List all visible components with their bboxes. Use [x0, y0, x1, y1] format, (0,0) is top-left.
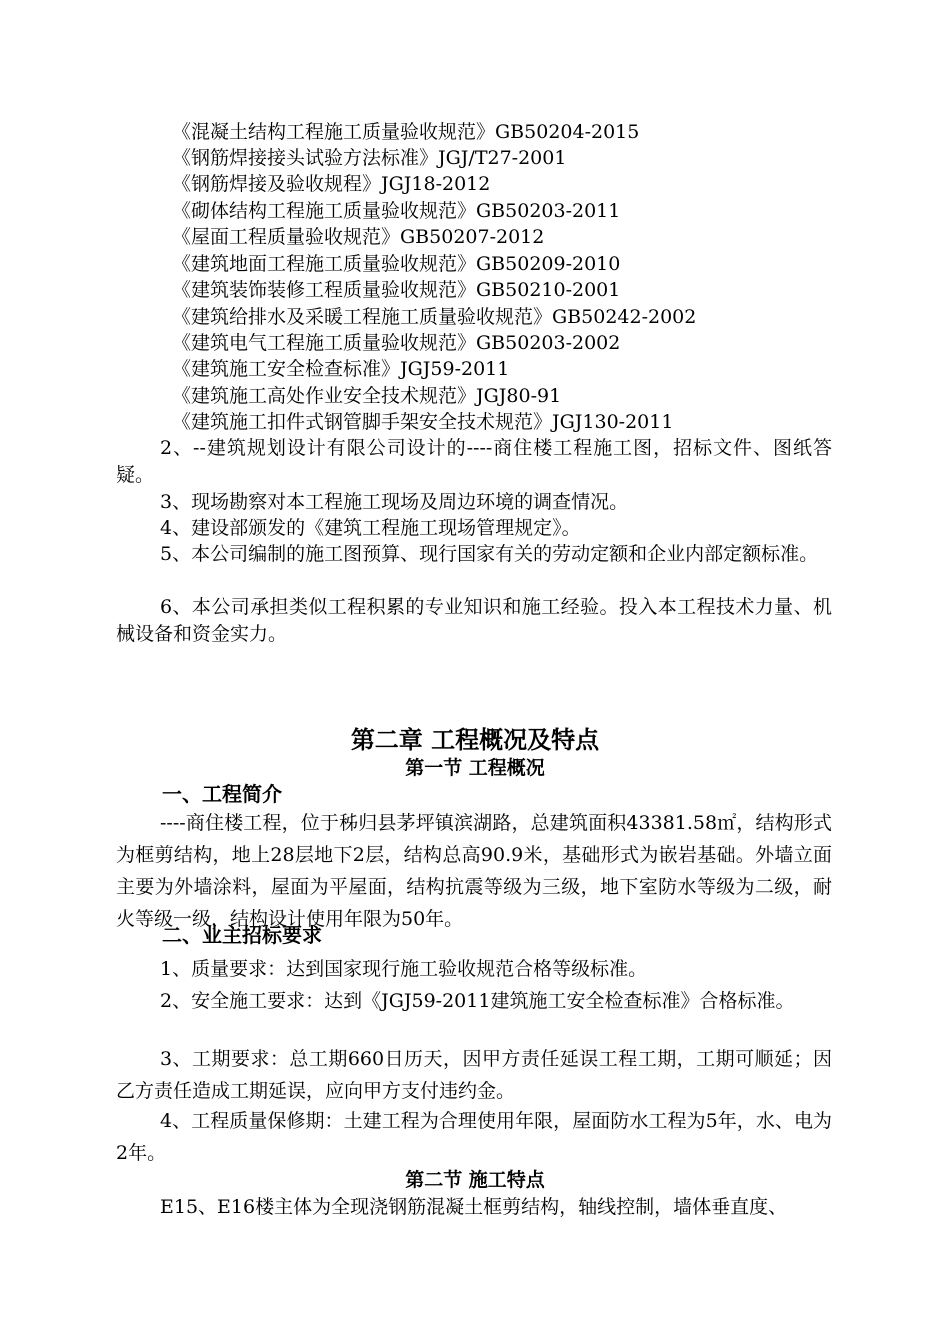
- standard-item: 《建筑电气工程施工质量验收规范》GB50203-2002: [172, 332, 621, 354]
- requirement-item: 1、质量要求：达到国家现行施工验收规范合格等级标准。: [160, 958, 648, 980]
- standard-item: 《建筑地面工程施工质量验收规范》GB50209-2010: [172, 253, 621, 275]
- requirement-item: 3、工期要求：总工期660日历天，因甲方责任延误工程工期，工期可顺延；因乙方责任造成工期延误，应向甲方支付违约金。: [116, 1048, 832, 1102]
- feature-paragraph: E15、E16楼主体为全现浇钢筋混凝土框剪结构，轴线控制，墙体垂直度、: [160, 1196, 788, 1218]
- basis-item: 4、建设部颁发的《建筑工程施工现场管理规定》。: [160, 517, 581, 539]
- standard-item: 《钢筋焊接接头试验方法标准》JGJ/T27-2001: [172, 147, 567, 169]
- section-title: 第一节 工程概况: [405, 757, 545, 779]
- basis-item: 3、现场勘察对本工程施工现场及周边环境的调查情况。: [160, 491, 629, 513]
- standard-item: 《建筑施工扣件式钢管脚手架安全技术规范》JGJ130-2011: [172, 411, 674, 433]
- standard-item: 《建筑给排水及采暖工程施工质量验收规范》GB50242-2002: [172, 306, 697, 328]
- standard-item: 《建筑装饰装修工程质量验收规范》GB50210-2001: [172, 279, 621, 301]
- standard-item: 《砌体结构工程施工质量验收规范》GB50203-2011: [172, 200, 621, 222]
- requirement-item: 2、安全施工要求：达到《JGJ59-2011建筑施工安全检查标准》合格标准。: [160, 990, 795, 1012]
- subheading: 二、业主招标要求: [162, 923, 322, 947]
- basis-item: 2、--建筑规划设计有限公司设计的----商住楼工程施工图，招标文件、图纸答疑。: [116, 437, 832, 486]
- section-title: 第二节 施工特点: [405, 1169, 545, 1191]
- requirement-item: 4、工程质量保修期：土建工程为合理使用年限，屋面防水工程为5年，水、电为2年。: [116, 1110, 832, 1164]
- standard-item: 《混凝土结构工程施工质量验收规范》GB50204-2015: [172, 121, 640, 143]
- standard-item: 《屋面工程质量验收规范》GB50207-2012: [172, 226, 545, 248]
- standard-item: 《建筑施工高处作业安全技术规范》JGJ80-91: [172, 385, 562, 407]
- chapter-title: 第二章 工程概况及特点: [350, 726, 600, 754]
- basis-item: 6、本公司承担类似工程积累的专业知识和施工经验。投入本工程技术力量、机械设备和资金实力。: [116, 596, 832, 645]
- intro-paragraph: ----商住楼工程，位于秭归县茅坪镇滨湖路，总建筑面积43381.58㎡，结构形式为框剪结构，地上28层地下2层，结构总高90.9米，基础形式为嵌岩基础。外墙立面主要为外墙涂料，屋面为平屋面，结构抗震等级为三级，地下室防水等级为二级，耐火等级一级，结构设计使用年限为50年。: [116, 812, 832, 930]
- basis-item: 5、本公司编制的施工图预算、现行国家有关的劳动定额和企业内部定额标准。: [160, 543, 819, 565]
- standard-item: 《钢筋焊接及验收规程》JGJ18-2012: [172, 173, 491, 195]
- subheading: 一、工程简介: [162, 782, 282, 806]
- standard-item: 《建筑施工安全检查标准》JGJ59-2011: [172, 358, 510, 380]
